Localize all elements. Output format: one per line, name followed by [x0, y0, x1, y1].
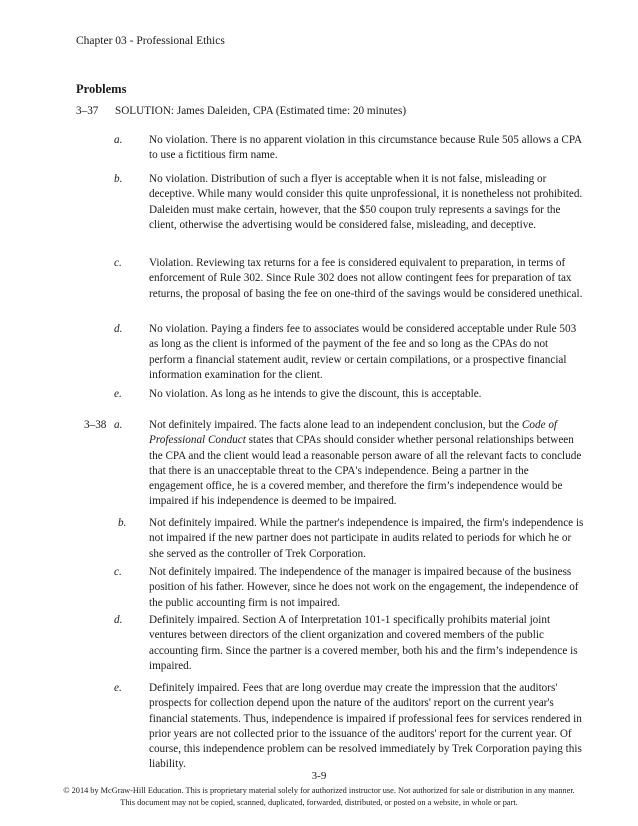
item-letter: d.: [114, 614, 123, 626]
section-title: Problems: [76, 82, 127, 96]
item-text: [149, 418, 585, 510]
item-letter: e.: [114, 388, 122, 400]
copyright-footer: © 2014 by McGraw-Hill Education. This is proprietary material solely for authorized instructor use. Not authorized for sale or distribution in any manner.: [63, 786, 575, 795]
item-text: Definitely impaired. Section A of Interpretation 101-1 specifically prohibits material joint ventures between directors of the client organization and covered members of the public accounting firm. Since the partner is a covered member, both his and the firm’s independence is impaired.: [149, 614, 578, 672]
item-text-part: states that CPAs should consider whether personal relationships between the CPA and the client would lead a reasonable person aware of all the relevant facts to conclude that there is an unacceptable threat to the CPA's independence. Being a partner in the engagement office, he is a covered member, and therefore the firm’s independence would be impaired if his independence is deemed to be impaired.: [149, 434, 582, 508]
item-text: No violation. There is no apparent violation in this circumstance because Rule 505 allows a CPA to use a fictitious firm name.: [149, 134, 582, 162]
item-letter: c.: [114, 257, 122, 269]
item-letter: d.: [114, 323, 123, 335]
item-text: Violation. Reviewing tax returns for a fee is considered equivalent to preparation, in terms of enforcement of Rule 302. Since Rule 302 does not allow contingent fees for preparation of tax returns, the proposal of basing the fee on one-third of the savings would be considered unethical.: [149, 257, 583, 300]
item-letter: e.: [114, 682, 122, 694]
problem-number: 3–37: [76, 105, 99, 117]
item-text-part: Not definitely impaired. The facts alone lead to an independent conclusion, but the: [149, 419, 522, 431]
page-number: 3-9: [311, 770, 327, 782]
item-text: Not definitely impaired. While the partner's independence is impaired, the firm's independence is not impaired if the new partner does not participate in audits related to periods for which he or she served as the controller of Trek Corporation.: [149, 517, 584, 560]
chapter-header: Chapter 03 - Professional Ethics: [76, 35, 225, 47]
code-title: Code of Professional Conduct: [149, 419, 558, 447]
item-text: Not definitely impaired. The independence of the manager is impaired because of the business position of his father. However, since he does not work on the engagement, the independence of the public accounting firm is not impaired.: [149, 566, 579, 609]
item-letter: c.: [114, 566, 122, 578]
problem-solution-heading: SOLUTION: James Daleiden, CPA (Estimated time: 20 minutes): [115, 105, 407, 117]
item-letter: a.: [114, 419, 123, 431]
item-letter: b.: [118, 517, 127, 529]
problem-number: 3–38: [84, 419, 107, 431]
item-text: No violation. Distribution of such a flyer is acceptable when it is not false, misleading or deceptive. While many would consider this quite unprofessional, it is nonetheless not prohibited. Daleiden must make certain, however, that the $50 coupon truly represents a savings for the client, otherwise the advertising would be considered false, misleading, and deceptive.: [149, 173, 583, 231]
item-letter: b.: [114, 173, 123, 185]
item-text: No violation. Paying a finders fee to associates would be considered acceptable under Rule 503 as long as the client is informed of the payment of the fee and so long as the CPAs do not perform a financial statement audit, review or certain compilations, or a prospective financial information examination for the client.: [149, 323, 577, 381]
item-text: No violation. As long as he intends to give the discount, this is acceptable.: [149, 388, 482, 400]
copyright-notice: This document may not be copied, scanned, duplicated, forwarded, distributed, or posted on a website, in whole or part.: [120, 798, 518, 807]
item-text: Definitely impaired. Fees that are long overdue may create the impression that the auditors' prospects for collection depend upon the nature of the auditors' report on the current year's financial statements. Thus, independence is impaired if professional fees for services rendered in prior years are not collected prior to the issuance of the auditors' report for the current year. Of course, this independence problem can be resolved immediately by Trek Corporation paying this liability.: [149, 682, 582, 771]
item-letter: a.: [114, 134, 123, 146]
